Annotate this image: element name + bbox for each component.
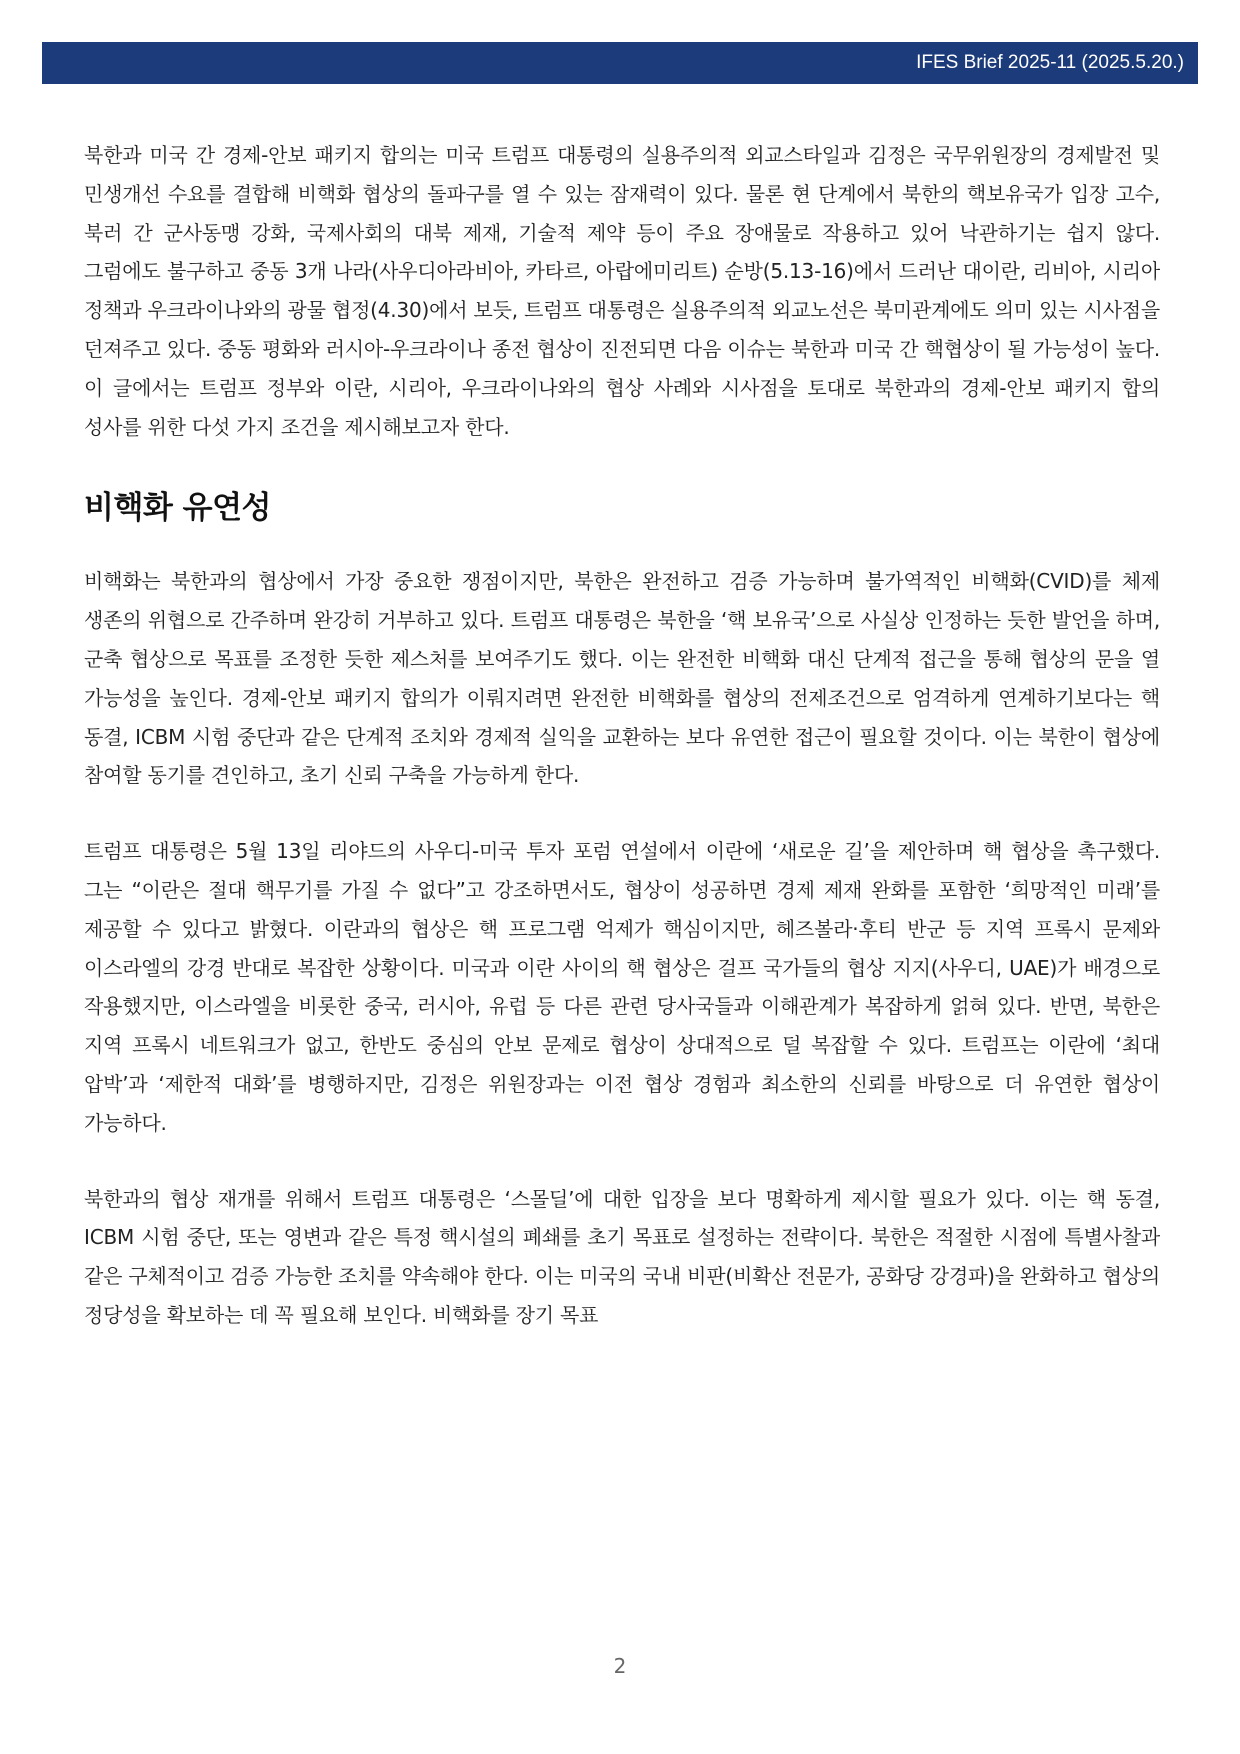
section-paragraph-2: 트럼프 대통령은 5월 13일 리야드의 사우디-미국 투자 포럼 연설에서 이란에 ‘새로운 길’을 제안하며 핵 협상을 촉구했다. 그는 “이란은 절대 핵무기를 가질 수 없다”고 강조하면서도, 협상이 성공하면 경제 제재 완화를 포함한 ‘희망적인 미래’를 제공할 수 있다고 밝혔다. 이란과의 협상은 핵 프로그램 억제가 핵심이지만, 헤즈볼라·후티 반군 등 지역 프록시 문제와 이스라엘의 강경 반대로 복잡한 상황이다. 미국과 이란 사이의 핵 협상은 걸프 국가들의 협상 지지(사우디, UAE)가 배경으로 작용했지만, 이스라엘을 비롯한 중국, 러시아, 유럽 등 다른 관련 당사국들과 이해관계가 복잡하게 얽혀 있다. 반면, 북한은 지역 프록시 네트워크가 없고, 한반도 중심의 안보 문제로 협상이 상대적으로 덜 복잡할 수 있다. 트럼프는 이란에 ‘최대 압박’과 ‘제한적 대화’를 병행하지만, 김정은 위원장과는 이전 협상 경험과 최소한의 신뢰를 바탕으로 더 유연한 협상이 가능하다. — [84, 839, 1160, 1135]
section-paragraph-3: 북한과의 협상 재개를 위해서 트럼프 대통령은 ‘스몰딜’에 대한 입장을 보다 명확하게 제시할 필요가 있다. 이는 핵 동결, ICBM 시험 중단, 또는 영변과 같은 특정 핵시설의 폐쇄를 초기 목표로 설정하는 전략이다. 북한은 적절한 시점에 특별사찰과 같은 구체적이고 검증 가능한 조치를 약속해야 한다. 이는 미국의 국내 비판(비확산 전문가, 공화당 강경파)을 완화하고 협상의 정당성을 확보하는 데 꼭 필요해 보인다. 비핵화를 장기 목표 — [84, 1186, 1160, 1327]
section-title: 비핵화 유연성 — [84, 490, 271, 527]
header-bar — [42, 42, 1198, 84]
page-content — [84, 136, 1160, 1335]
intro-paragraph: 북한과 미국 간 경제-안보 패키지 합의는 미국 트럼프 대통령의 실용주의적 외교스타일과 김정은 국무위원장의 경제발전 및 민생개선 수요를 결합해 비핵화 협상의 돌파구를 열 수 있는 잠재력이 있다. 물론 현 단계에서 북한의 핵보유국가 입장 고수, 북러 간 군사동맹 강화, 국제사회의 대북 제재, 기술적 제약 등이 주요 장애물로 작용하고 있어 낙관하기는 쉽지 않다. 그럼에도 불구하고 중동 3개 나라(사우디아라비아, 카타르, 아랍에미리트) 순방(5.13-16)에서 드러난 대이란, 리비아, 시리아 정책과 우크라이나와의 광물 협정(4.30)에서 보듯, 트럼프 대통령은 실용주의적 외교노선은 북미관계에도 의미 있는 시사점을 던져주고 있다. 중동 평화와 러시아-우크라이나 종전 협상이 진전되면 다음 이슈는 북한과 미국 간 핵협상이 될 가능성이 높다. 이 글에서는 트럼프 정부와 이란, 시리아, 우크라이나와의 협상 사례와 시사점을 토대로 북한과의 경제-안보 패키지 합의 성사를 위한 다섯 가지 조건을 제시해보고자 한다. — [84, 143, 1160, 439]
page-number: 2 — [613, 1654, 627, 1678]
brief-label: IFES Brief 2025-11 (2025.5.20.) — [916, 52, 1184, 73]
section-paragraph-1: 비핵화는 북한과의 협상에서 가장 중요한 쟁점이지만, 북한은 완전하고 검증 가능하며 불가역적인 비핵화(CVID)를 체제 생존의 위협으로 간주하며 완강히 거부하고 있다. 트럼프 대통령은 북한을 ‘핵 보유국’으로 사실상 인정하는 듯한 발언을 하며, 군축 협상으로 목표를 조정한 듯한 제스처를 보여주기도 했다. 이는 완전한 비핵화 대신 단계적 접근을 통해 협상의 문을 열 가능성을 높인다. 경제-안보 패키지 합의가 이뤄지려면 완전한 비핵화를 협상의 전제조건으로 엄격하게 연계하기보다는 핵 동결, ICBM 시험 중단과 같은 단계적 조치와 경제적 실익을 교환하는 보다 유연한 접근이 필요할 것이다. 이는 북한이 협상에 참여할 동기를 견인하고, 초기 신뢰 구축을 가능하게 한다. — [84, 569, 1160, 788]
